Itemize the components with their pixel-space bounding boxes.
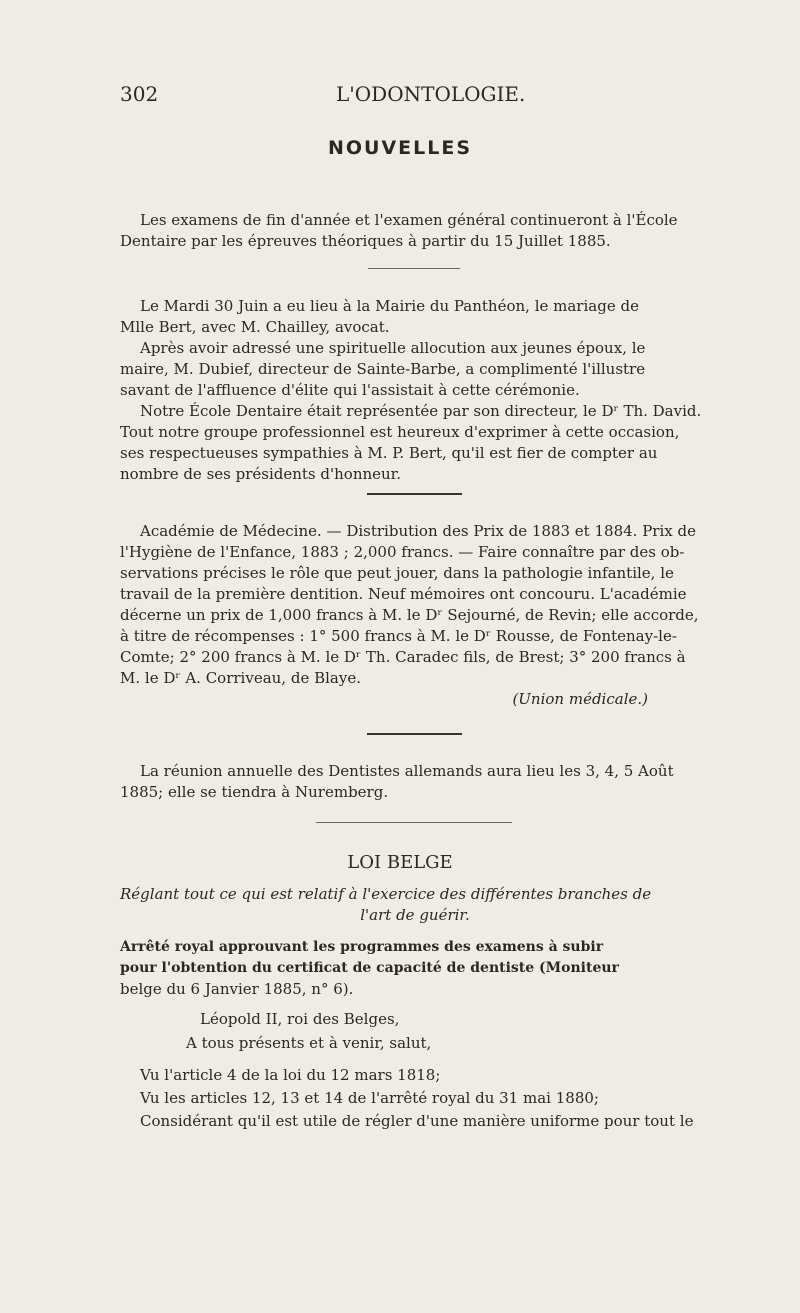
short-divider — [368, 268, 460, 269]
text-line: Considérant qu'il est utile de régler d'une manière uniforme pour tout le — [140, 1112, 694, 1130]
text-line: Réglant tout ce qui est relatif à l'exercice des différentes branches de — [120, 885, 652, 903]
text-line: servations précises le rôle que peut jouer, dans la pathologie infantile, le — [120, 564, 674, 582]
text-line: décerne un prix de 1,000 francs à M. le Dʳ Sejourné, de Revin; elle accorde, — [120, 606, 699, 624]
considerations — [120, 1064, 710, 1133]
page-number: 302 — [120, 82, 159, 106]
reunion-paragraph — [120, 761, 710, 803]
greeting-line: A tous présents et à venir, salut, — [186, 1034, 432, 1052]
text-line: Dentaire par les épreuves théoriques à partir du 15 Juillet 1885. — [120, 232, 611, 250]
section-title: NOUVELLES — [327, 137, 473, 159]
text-line: l'Hygiène de l'Enfance, 1883 ; 2,000 francs. — Faire connaître par des ob- — [120, 543, 685, 561]
text-line: Après avoir adressé une spirituelle allocution aux jeunes époux, le — [140, 339, 646, 357]
text-line: Comte; 2° 200 francs à M. le Dʳ Th. Caradec fils, de Brest; 3° 200 francs à — [120, 648, 686, 666]
text-line: pour l'obtention du certificat de capacité de dentiste (Moniteur — [120, 960, 619, 976]
text-line: Notre École Dentaire était représentée par son directeur, le Dʳ Th. David. — [140, 402, 702, 420]
decree-heading — [120, 937, 710, 1000]
marriage-paragraph — [120, 296, 710, 485]
text-line: maire, M. Dubief, directeur de Sainte-Barbe, a complimenté l'illustre — [120, 360, 646, 378]
text-line: Mlle Bert, avec M. Chailley, avocat. — [120, 318, 390, 336]
text-line: l'art de guérir. — [360, 906, 470, 924]
text-line: Vu les articles 12, 13 et 14 de l'arrêté royal du 31 mai 1880; — [140, 1089, 599, 1107]
text-line: travail de la première dentition. Neuf mémoires ont concouru. L'académie — [120, 585, 687, 603]
law-subtitle — [120, 884, 710, 926]
exams-paragraph — [120, 210, 710, 252]
law-title: LOI BELGE — [347, 852, 453, 873]
text-line: belge du 6 Janvier 1885, n° 6). — [120, 980, 354, 998]
text-line: 1885; elle se tiendra à Nuremberg. — [120, 783, 389, 801]
long-divider — [316, 822, 512, 823]
text-line: nombre de ses présidents d'honneur. — [120, 465, 401, 483]
text-line: Académie de Médecine. — Distribution des Prix de 1883 et 1884. Prix de — [140, 522, 696, 540]
running-title: L'ODONTOLOGIE. — [336, 82, 526, 106]
king-line: Léopold II, roi des Belges, — [200, 1010, 400, 1028]
text-line: Vu l'article 4 de la loi du 12 mars 1818; — [140, 1066, 441, 1084]
text-line: Arrêté royal approuvant les programmes des examens à subir — [120, 939, 604, 955]
section-divider — [367, 733, 462, 735]
text-line: Tout notre groupe professionnel est heureux d'exprimer à cette occasion, — [120, 423, 680, 441]
text-line: à titre de récompenses : 1° 500 francs à M. le Dʳ Rousse, de Fontenay-le- — [120, 627, 677, 645]
text-line: Le Mardi 30 Juin a eu lieu à la Mairie du Panthéon, le mariage de — [140, 297, 639, 315]
section-divider — [367, 493, 462, 495]
academy-paragraph — [120, 521, 710, 710]
text-line: M. le Dʳ A. Corriveau, de Blaye. — [120, 669, 361, 687]
citation-source: (Union médicale.) — [512, 690, 648, 708]
text-line: Les examens de fin d'année et l'examen général continueront à l'École — [140, 211, 678, 229]
text-line: savant de l'affluence d'élite qui l'assistait à cette cérémonie. — [120, 381, 580, 399]
text-line: ses respectueuses sympathies à M. P. Bert, qu'il est fier de compter au — [120, 444, 658, 462]
text-line: La réunion annuelle des Dentistes allemands aura lieu les 3, 4, 5 Août — [140, 762, 674, 780]
